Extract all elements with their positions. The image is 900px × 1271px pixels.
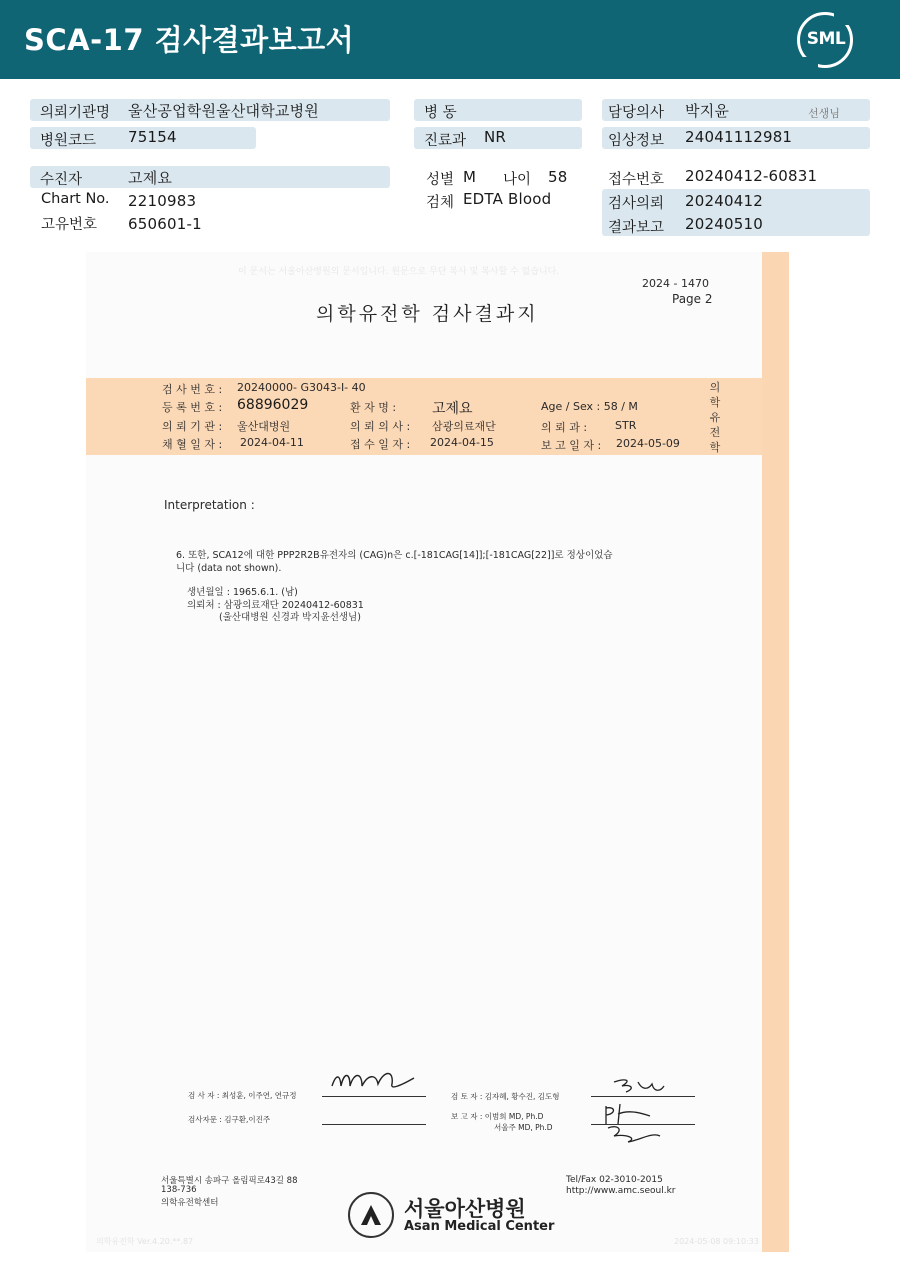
address-line-3: 의학유전학센터 bbox=[161, 1198, 219, 1208]
age-sex: Age / Sex : 58 / M bbox=[541, 400, 638, 413]
clinical-info-value: 24041112981 bbox=[685, 128, 793, 146]
hospital-code-label: 병원코드 bbox=[40, 133, 97, 149]
interpretation-line-1: 6. 또한, SCA12에 대한 PPP2R2B유전자의 (CAG)n은 c.[-181CAG[14]];[-181CAG[22]]로 정상이었습 bbox=[176, 550, 613, 561]
asan-foundation-logo bbox=[348, 1192, 394, 1238]
hospital-code-value: 75154 bbox=[128, 128, 177, 146]
reporter-signature bbox=[598, 1102, 666, 1146]
asan-a-icon bbox=[360, 1204, 382, 1226]
referrer-note: (울산대병원 신경과 박지윤선생님) bbox=[219, 612, 361, 623]
collection-date-label: 채 혈 일 자 : bbox=[162, 438, 223, 451]
sex-label: 성별 bbox=[426, 172, 455, 188]
page-number: Page 2 bbox=[672, 292, 713, 306]
reg-no-label: 등 록 번 호 : bbox=[162, 401, 223, 414]
clinical-info-label: 임상정보 bbox=[608, 133, 665, 149]
result-report-label: 결과보고 bbox=[608, 220, 665, 236]
dept-value: STR bbox=[615, 419, 637, 432]
reporter-2: 서울주 MD, Ph.D bbox=[494, 1123, 553, 1132]
interpretation-label: Interpretation : bbox=[164, 498, 255, 512]
result-report-value: 20240510 bbox=[685, 215, 763, 233]
institution-paper-value: 울산대병원 bbox=[237, 420, 291, 433]
receipt-no-label: 접수번호 bbox=[608, 172, 665, 188]
interpretation-line-2: 니다 (data not shown). bbox=[176, 563, 282, 574]
ward-label: 병 동 bbox=[424, 105, 457, 121]
header-bar bbox=[0, 0, 900, 79]
collection-date-value: 2024-04-11 bbox=[240, 436, 304, 449]
reporter-label: 보 고 자 : 이범희 MD, Ph.D bbox=[451, 1112, 544, 1121]
chart-no-value: 2210983 bbox=[128, 192, 197, 210]
department-value: NR bbox=[484, 128, 507, 146]
address-line-2: 138-736 bbox=[161, 1185, 197, 1195]
receipt-no-value: 20240412-60831 bbox=[685, 167, 818, 185]
requesting-doctor-label: 의 뢰 의 사 : bbox=[350, 420, 411, 433]
reviewer-signature bbox=[608, 1076, 668, 1098]
receipt-date-value: 2024-04-15 bbox=[430, 436, 494, 449]
footer-version: 의학유전학 Ver.4.20.**.87 bbox=[96, 1237, 194, 1246]
footer-timestamp: 2024-05-08 09:10:33 bbox=[674, 1237, 759, 1246]
hospital-name-en: Asan Medical Center bbox=[404, 1219, 555, 1234]
test-request-label: 검사의뢰 bbox=[608, 196, 665, 212]
doctor-suffix: 선생님 bbox=[808, 107, 840, 120]
report-date-label: 보 고 일 자 : bbox=[541, 439, 602, 452]
sex-value: M bbox=[463, 168, 477, 186]
advisor-signature-line bbox=[322, 1124, 426, 1125]
advisor-label: 검사자문 : 김구환,이진주 bbox=[188, 1115, 271, 1124]
document-title: 의학유전학 검사결과지 bbox=[316, 303, 539, 325]
birth-date-line: 생년월일 : 1965.6.1. (남) bbox=[187, 587, 298, 598]
reg-no-value: 68896029 bbox=[237, 397, 309, 413]
address-line-1: 서울특별시 송파구 올림픽로43길 88 bbox=[161, 1176, 298, 1186]
report-title: SCA-17 검사결과보고서 bbox=[24, 23, 355, 57]
institution-value: 울산공업학원울산대학교병원 bbox=[128, 102, 319, 120]
referrer-line: 의뢰처 : 삼광의료재단 20240412-60831 bbox=[187, 600, 364, 611]
tel-fax: Tel/Fax 02-3010-2015 bbox=[566, 1175, 663, 1185]
patient-label: 수진자 bbox=[40, 172, 83, 188]
patient-name-value: 고제요 bbox=[432, 401, 473, 417]
faded-header-text: 이 문서는 서울아산병원의 문서입니다. 원문으로 무단 복사 및 복사할 수 없습니다. bbox=[238, 267, 560, 277]
report-date-value: 2024-05-09 bbox=[616, 437, 680, 450]
patient-value: 고제요 bbox=[128, 169, 173, 187]
dept-label: 의 뢰 과 : bbox=[541, 421, 588, 434]
patient-row bbox=[30, 166, 390, 188]
tester-signature bbox=[328, 1066, 420, 1096]
tester-signature-line bbox=[322, 1096, 426, 1097]
hospital-name-kr: 서울아산병원 bbox=[404, 1197, 526, 1221]
test-request-value: 20240412 bbox=[685, 192, 763, 210]
sml-logo-text: SML bbox=[806, 29, 846, 49]
tester-label: 검 사 자 : 최성훈, 이주연, 연규정 bbox=[188, 1091, 297, 1100]
doctor-label: 담당의사 bbox=[608, 105, 665, 121]
specimen-value: EDTA Blood bbox=[463, 190, 552, 208]
unique-no-value: 650601-1 bbox=[128, 215, 202, 233]
department-label: 진료과 bbox=[424, 133, 467, 149]
receipt-date-label: 접 수 일 자 : bbox=[350, 438, 411, 451]
age-label: 나이 bbox=[503, 172, 532, 188]
institution-paper-label: 의 뢰 기 관 : bbox=[162, 420, 223, 433]
doc-number: 2024 - 1470 bbox=[642, 277, 709, 290]
specimen-label: 검체 bbox=[426, 195, 455, 211]
institution-label: 의뢰기관명 bbox=[40, 105, 111, 121]
sml-logo bbox=[797, 12, 853, 68]
test-no-label: 검 사 번 호 : bbox=[162, 383, 223, 396]
department-vertical-label: 의 학 유 전 학 bbox=[709, 381, 721, 454]
orange-margin-strip bbox=[762, 252, 789, 1252]
age-value: 58 bbox=[548, 168, 568, 186]
patient-name-label: 환 자 명 : bbox=[350, 401, 397, 414]
unique-no-label: 고유번호 bbox=[41, 217, 98, 233]
website-url: http://www.amc.seoul.kr bbox=[566, 1186, 676, 1196]
requesting-doctor-value: 삼광의료재단 bbox=[432, 420, 496, 433]
reviewer-label: 검 토 자 : 김자혜, 황수진, 김도형 bbox=[451, 1092, 560, 1101]
chart-no-label: Chart No. bbox=[41, 191, 110, 207]
doctor-value: 박지윤 bbox=[685, 102, 730, 120]
test-no-value: 20240000- G3043-I- 40 bbox=[237, 381, 366, 394]
